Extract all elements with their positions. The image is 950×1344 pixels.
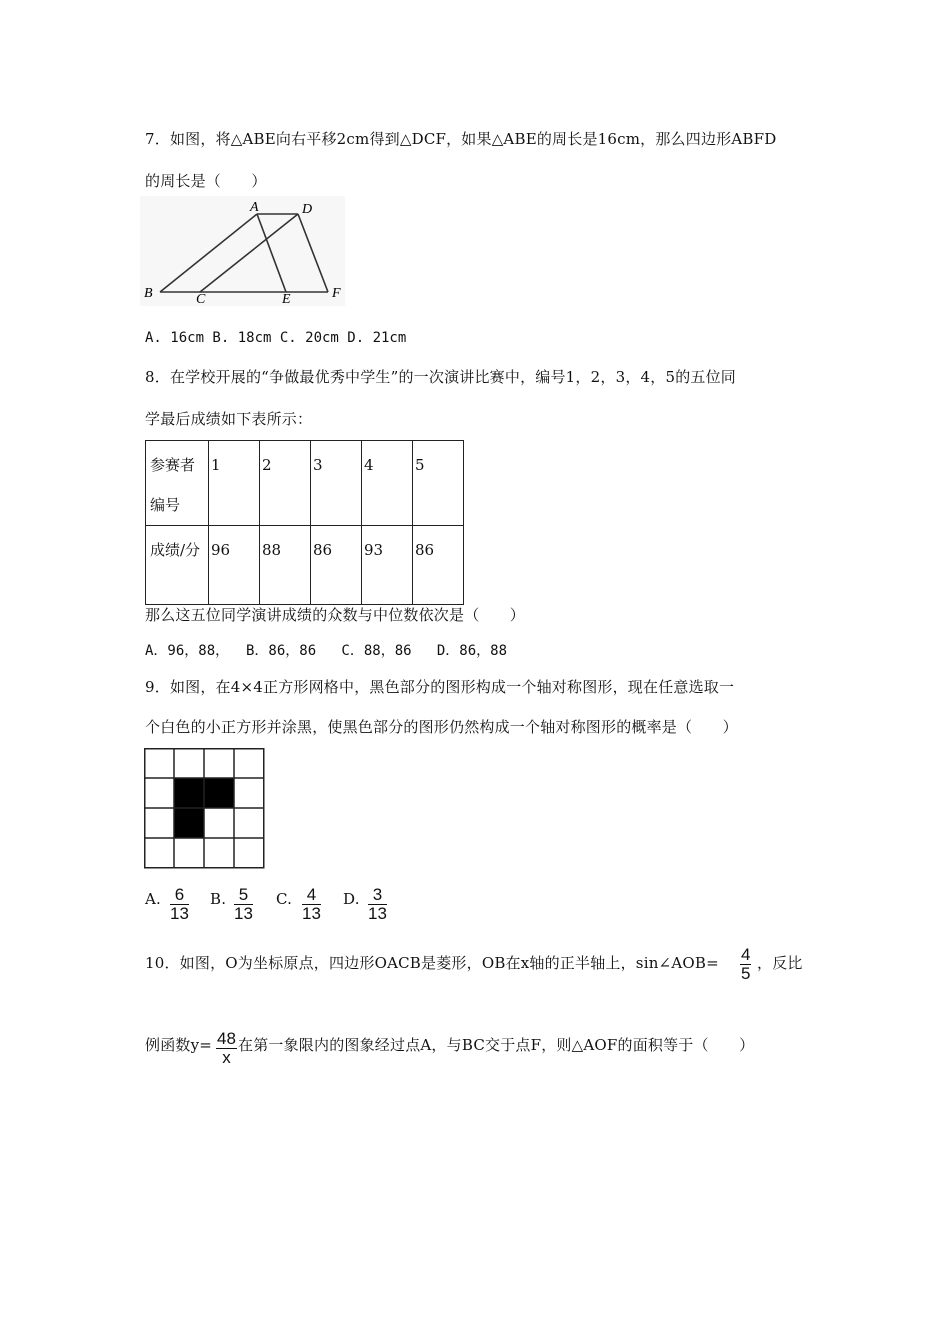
q9-option-b-label: B.: [210, 890, 227, 908]
q8-score-table: [145, 440, 464, 605]
q7-label-e: E: [282, 292, 291, 306]
q9-black-cell-bottom: [174, 808, 204, 838]
table-cell-header: 参赛者编号: [146, 441, 209, 526]
q9-text-line2: 个白色的小正方形并涂黑，使黑色部分的图形仍然构成一个轴对称图形的概率是（ ）: [145, 718, 738, 736]
table-cell-score: 96: [209, 526, 260, 605]
q10-text-line1-end: ，反比: [757, 954, 803, 972]
q7-options: A. 16cm B. 18cm C. 20cm D. 21cm: [145, 330, 407, 346]
q9-option-c-fraction: [302, 886, 321, 923]
q7-translation-figure: [140, 196, 345, 306]
q9-option-b-numerator: 5: [234, 886, 253, 905]
q9-text-line1: 9．如图，在4×4正方形网格中，黑色部分的图形构成一个轴对称图形，现在任意选取一: [145, 678, 735, 696]
table-cell-id: 1: [209, 441, 260, 526]
table-cell-score: 86: [311, 526, 362, 605]
q7-label-b: B: [144, 286, 153, 301]
q10-sin-numerator: 4: [741, 945, 751, 964]
q9-option-a-numerator: 6: [170, 886, 189, 905]
q7-text-line2: 的周长是（ ）: [145, 172, 267, 190]
q9-option-b-fraction: [234, 886, 253, 923]
q9-grid-figure: [144, 748, 265, 869]
q8-question: 那么这五位同学演讲成绩的众数与中位数依次是（ ）: [145, 606, 526, 624]
q10-function-numerator: 48: [217, 1029, 236, 1048]
q9-option-d-denominator: 13: [368, 904, 387, 923]
table-cell-id: 3: [311, 441, 362, 526]
table-cell-id: 5: [413, 441, 464, 526]
table-cell-header: 成绩/分: [146, 526, 209, 605]
table-row: [146, 526, 464, 605]
q10-function-denominator: x: [222, 1048, 231, 1067]
q7-label-d: D: [302, 202, 313, 217]
q7-label-c: C: [196, 292, 206, 306]
q9-option-c-numerator: 4: [302, 886, 321, 905]
table-cell-score: 88: [260, 526, 311, 605]
table-cell-score: 86: [413, 526, 464, 605]
q9-option-c-denominator: 13: [302, 904, 321, 923]
q9-option-d-fraction: [368, 886, 387, 923]
table-cell-id: 2: [260, 441, 311, 526]
q9-option-a-fraction: [170, 886, 189, 923]
q8-text-line2: 学最后成绩如下表所示：: [145, 410, 313, 428]
q8-text-line1: 8．在学校开展的“争做最优秀中学生”的一次演讲比赛中，编号1，2，3，4，5的五位同: [145, 368, 737, 386]
q7-label-a: A: [250, 200, 259, 215]
q10-sin-fraction: [740, 946, 751, 983]
table-cell-score: 93: [362, 526, 413, 605]
table-cell-id: 4: [362, 441, 413, 526]
q8-options: A．96，88， B．86，86 C．88，86 D．86，88: [145, 643, 508, 659]
q9-option-b-denominator: 13: [234, 904, 253, 923]
q7-label-f: F: [332, 286, 341, 301]
q10-text-line2-start: 例函数y=: [145, 1036, 213, 1054]
q10-function-fraction: [216, 1030, 237, 1067]
q7-text-line1: 7．如图，将△ABE向右平移2cm得到△DCF，如果△ABE的周长是16cm，那么四边形ABFD: [145, 130, 777, 148]
q10-sin-denominator: 5: [741, 964, 751, 983]
q9-option-d-label: D.: [343, 890, 360, 908]
q9-option-a-denominator: 13: [170, 904, 189, 923]
q9-option-d-numerator: 3: [368, 886, 387, 905]
q9-option-c-label: C.: [276, 890, 293, 908]
q10-text-line2-end: 在第一象限内的图象经过点A，与BC交于点F，则△AOF的面积等于（ ）: [238, 1036, 755, 1054]
q10-text-line1: 10．如图，O为坐标原点，四边形OACB是菱形，OB在x轴的正半轴上，sin∠AOB=: [145, 954, 719, 972]
q9-option-a-label: A.: [145, 890, 162, 908]
table-row: [146, 441, 464, 526]
